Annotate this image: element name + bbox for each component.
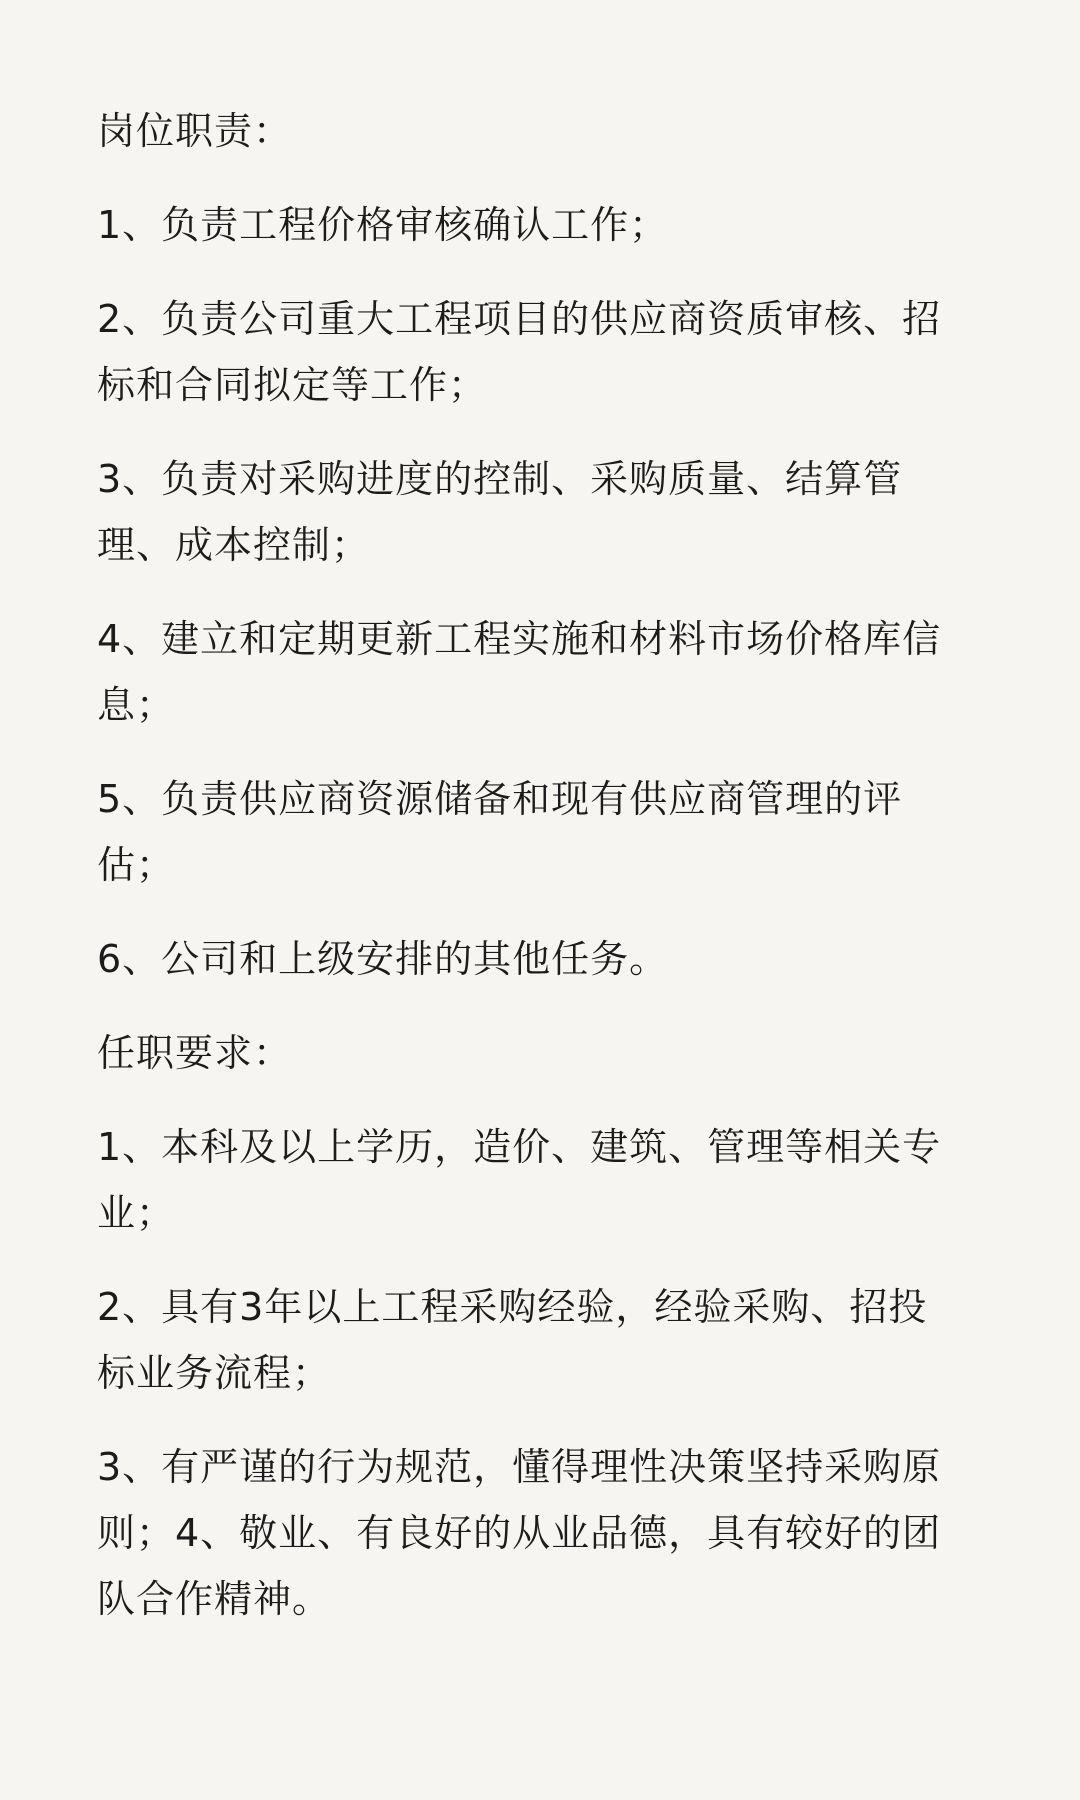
requirement-item-3-line-1: 3、有严谨的行为规范，懂得理性决策坚持采购原 [97, 1445, 942, 1489]
job-description [97, 98, 987, 1660]
duties-heading: 岗位职责： [97, 109, 293, 153]
duty-item-5 [97, 766, 987, 898]
duty-item-2-line-2: 标和合同拟定等工作； [97, 363, 488, 407]
duty-item-5-line-2: 估； [97, 843, 176, 887]
requirement-item-3 [97, 1434, 987, 1632]
requirement-item-1 [97, 1114, 987, 1246]
duty-item-3-line-1: 3、负责对采购进度的控制、采购质量、结算管 [97, 457, 903, 501]
duty-item-3 [97, 446, 987, 578]
requirement-item-3-line-2: 则；4、敬业、有良好的从业品德，具有较好的团 [97, 1511, 942, 1555]
duty-item-6 [97, 926, 987, 992]
requirement-item-2-line-1: 2、具有3年以上工程采购经验，经验采购、招投 [97, 1285, 928, 1329]
requirement-item-1-line-2: 业； [97, 1191, 176, 1235]
duty-item-2-line-1: 2、负责公司重大工程项目的供应商资质审核、招 [97, 297, 942, 341]
requirement-item-2 [97, 1274, 987, 1406]
duty-item-1-line-1: 1、负责工程价格审核确认工作； [97, 203, 669, 247]
duty-item-2 [97, 286, 987, 418]
duty-item-4-line-2: 息； [97, 683, 176, 727]
duty-item-6-line-1: 6、公司和上级安排的其他任务。 [97, 937, 669, 981]
duty-item-1 [97, 192, 987, 258]
duty-item-4 [97, 606, 987, 738]
requirement-item-1-line-1: 1、本科及以上学历，造价、建筑、管理等相关专 [97, 1125, 942, 1169]
duty-item-3-line-2: 理、成本控制； [97, 523, 371, 567]
duty-item-5-line-1: 5、负责供应商资源储备和现有供应商管理的评 [97, 777, 903, 821]
requirement-item-2-line-2: 标业务流程； [97, 1351, 332, 1395]
duty-item-4-line-1: 4、建立和定期更新工程实施和材料市场价格库信 [97, 617, 942, 661]
requirement-item-3-line-3: 队合作精神。 [97, 1577, 332, 1621]
requirements-heading: 任职要求： [97, 1031, 293, 1075]
